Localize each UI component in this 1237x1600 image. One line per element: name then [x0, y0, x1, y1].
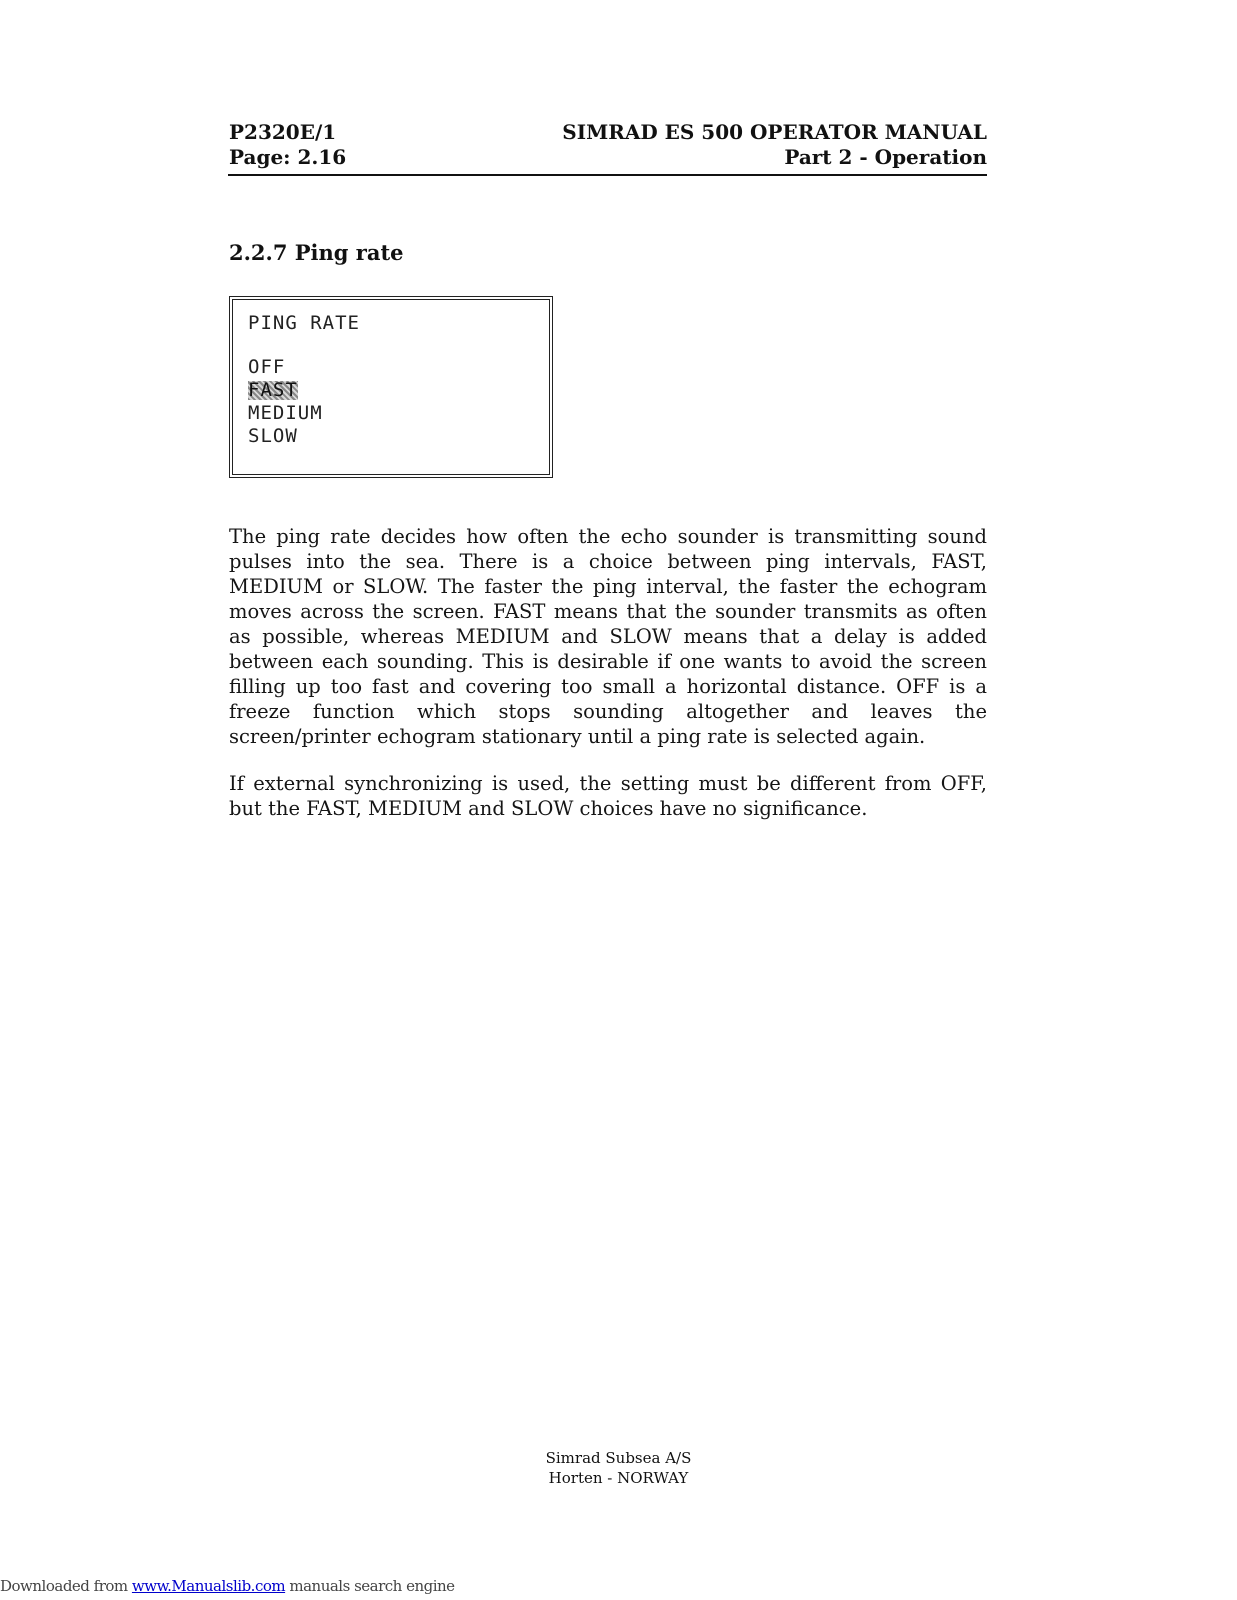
menu-title: PING RATE	[248, 312, 360, 334]
page-number: Page: 2.16	[229, 145, 347, 169]
section-title: 2.2.7 Ping rate	[229, 240, 404, 265]
footer-company: Simrad Subsea A/S	[545, 1449, 692, 1467]
doc-code: P2320E/1	[229, 120, 337, 144]
manual-title: SIMRAD ES 500 OPERATOR MANUAL	[562, 120, 987, 144]
menu-option-off[interactable]	[248, 356, 549, 379]
menu-option-medium[interactable]	[248, 402, 549, 425]
watermark	[0, 1577, 455, 1595]
menu-option-label: MEDIUM	[248, 402, 323, 424]
watermark-suffix: manuals search engine	[285, 1577, 455, 1595]
menu-option-label: OFF	[248, 356, 286, 378]
header-rule	[228, 174, 987, 176]
paragraph-ping-rate-description: The ping rate decides how often the echo sounder is transmitting sound pulses into the sea. There is a choice between ping intervals, FAST, MEDIUM or SLOW. The faster the ping interval, the faster the echogram moves across the screen. FAST means that the sounder transmits as often as possible, whereas MEDIUM and SLOW means that a delay is added between each sounding. This is desirable if one wants to avoid the screen filling up too fast and covering too small a horizontal distance. OFF is a freeze function which stops sounding altogether and leaves the screen/printer echogram stationary until a ping rate is selected again.	[229, 525, 987, 748]
watermark-prefix: Downloaded from	[0, 1577, 132, 1595]
watermark-link[interactable]: www.Manualslib.com	[131, 1577, 286, 1595]
header-right	[562, 120, 987, 170]
menu-option-label-selected: FAST	[248, 379, 298, 401]
part-title: Part 2 - Operation	[784, 145, 987, 169]
menu-option-fast[interactable]	[248, 379, 549, 402]
ping-rate-menu-inner	[232, 299, 550, 475]
ping-rate-menu	[229, 296, 553, 478]
menu-option-label: SLOW	[248, 425, 298, 447]
footer	[0, 1448, 1237, 1488]
header-left	[229, 120, 346, 170]
footer-location: Horten - NORWAY	[548, 1469, 689, 1487]
paragraph-external-sync: If external synchronizing is used, the setting must be different from OFF, but the FAST, MEDIUM and SLOW choices have no significance.	[229, 772, 987, 820]
menu-option-slow[interactable]	[248, 425, 549, 448]
